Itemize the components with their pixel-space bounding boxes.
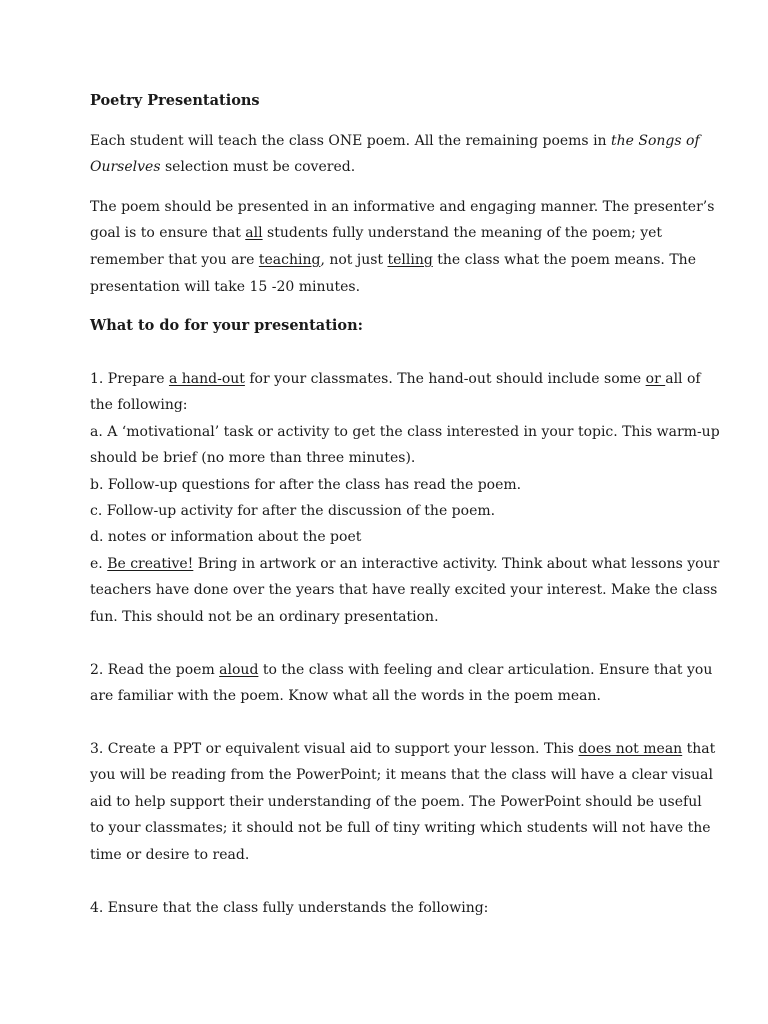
what-to-do-heading: What to do for your presentation: <box>90 317 363 334</box>
item1-text: Bring in artwork or an interactive activity. Think about what lessons your <box>193 556 720 572</box>
item1-sub-e-line-1 <box>90 554 719 574</box>
item3-line-1 <box>90 739 715 759</box>
para2-line-1: The poem should be presented in an informative and engaging manner. The presenter’s <box>90 199 715 215</box>
intro-book-title-cont: Ourselves <box>90 159 161 175</box>
para2-text: students fully understand the meaning of the poem; yet <box>262 225 663 241</box>
para2-line-4: presentation will take 15 -20 minutes. <box>90 279 361 295</box>
para2-text: the class what the poem means. The <box>432 252 696 268</box>
item2-line-2: are familiar with the poem. Know what all the words in the poem mean. <box>90 688 601 704</box>
item1-underlined-or: or <box>645 371 666 387</box>
para2-text: , not just <box>320 252 388 268</box>
item1-sub-c: c. Follow-up activity for after the discussion of the poem. <box>90 503 496 519</box>
item2-line-1 <box>90 660 712 680</box>
item2-text: 2. Read the poem <box>90 662 220 678</box>
intro-line-2 <box>90 157 355 177</box>
item1-text: 1. Prepare <box>90 371 169 387</box>
item4-line-1: 4. Ensure that the class fully understands the following: <box>90 900 489 916</box>
item3-line-3: aid to help support their understanding of the poem. The PowerPoint should be useful <box>90 794 702 810</box>
item2-underlined-aloud: aloud <box>219 662 259 678</box>
intro-text: Each student will teach the class ONE poem. All the remaining poems in <box>90 133 612 149</box>
item1-line-1 <box>90 369 701 389</box>
item3-underlined-does-not-mean: does not mean <box>578 741 683 757</box>
item1-sub-e-line-2: teachers have done over the years that have really excited your interest. Make the class <box>90 582 718 598</box>
item1-sub-a-line-1: a. A ‘motivational’ task or activity to get the class interested in your topic. This warm-up <box>90 424 720 440</box>
item1-text: e. <box>90 556 108 572</box>
item1-sub-a-line-2: should be brief (no more than three minutes). <box>90 450 416 466</box>
intro-text: selection must be covered. <box>160 159 356 175</box>
document-title: Poetry Presentations <box>90 92 260 109</box>
item3-line-4: to your classmates; it should not be full of tiny writing which students will not have the <box>90 820 711 836</box>
para2-text: goal is to ensure that <box>90 225 246 241</box>
item2-text: to the class with feeling and clear articulation. Ensure that you <box>258 662 713 678</box>
item1-sub-b: b. Follow-up questions for after the class has read the poem. <box>90 477 522 493</box>
para2-underlined-telling: telling <box>387 252 433 268</box>
para2-text: remember that you are <box>90 252 259 268</box>
item3-line-5: time or desire to read. <box>90 847 250 863</box>
para2-line-3 <box>90 250 696 270</box>
intro-line-1 <box>90 131 700 151</box>
item1-sub-e-line-3: fun. This should not be an ordinary presentation. <box>90 609 439 625</box>
item1-underlined-be-creative: Be creative! <box>107 556 194 572</box>
para2-line-2 <box>90 223 662 243</box>
para2-underlined-all: all <box>245 225 263 241</box>
item1-text: for your classmates. The hand-out should include some <box>244 371 646 387</box>
item1-text: all of <box>665 371 701 387</box>
item3-line-2: you will be reading from the PowerPoint; it means that the class will have a clear visual <box>90 767 713 783</box>
item3-text: that <box>682 741 716 757</box>
item1-sub-d: d. notes or information about the poet <box>90 529 362 545</box>
intro-book-title: the Songs of <box>611 133 700 149</box>
item1-line-2: the following: <box>90 397 188 413</box>
para2-underlined-teaching: teaching <box>258 252 321 268</box>
item1-underlined-hand-out: a hand-out <box>168 371 245 387</box>
item3-text: 3. Create a PPT or equivalent visual aid to support your lesson. This <box>90 741 579 757</box>
